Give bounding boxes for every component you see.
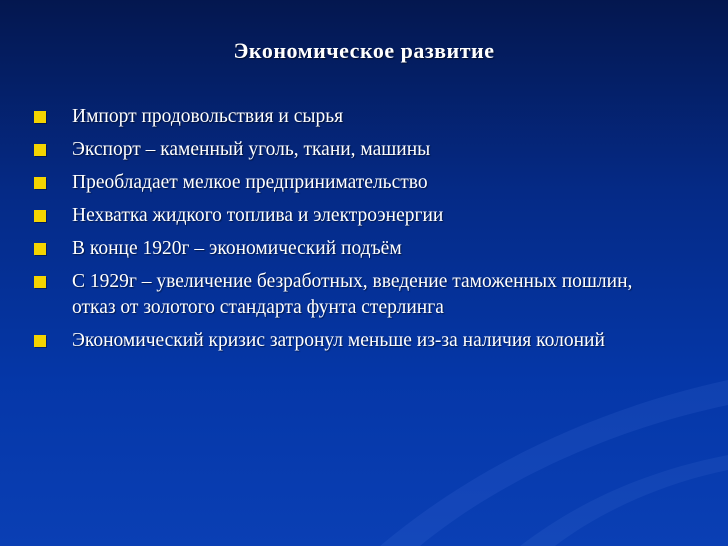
bullet-text: В конце 1920г – экономический подъём (72, 238, 402, 259)
bullet-item (34, 328, 674, 354)
bullet-item (34, 170, 674, 196)
bullet-text: Преобладает мелкое предпринимательство (72, 172, 428, 193)
square-bullet-icon (34, 144, 46, 156)
bullet-item (34, 236, 674, 262)
bullet-text: Нехватка жидкого топлива и электроэнергии (72, 205, 444, 226)
bullet-list (34, 104, 674, 361)
square-bullet-icon (34, 177, 46, 189)
bullet-text: Импорт продовольствия и сырья (72, 106, 344, 127)
bullet-text: Экономический кризис затронул меньше из-за наличия колоний (72, 329, 605, 351)
bullet-item (34, 203, 674, 229)
bullet-text: Экспорт – каменный уголь, ткани, машины (72, 139, 431, 160)
square-bullet-icon (34, 243, 46, 255)
bullet-item (34, 269, 674, 320)
bullet-item (34, 104, 674, 130)
square-bullet-icon (34, 335, 46, 347)
slide-title: Экономическое развитие (233, 38, 495, 63)
square-bullet-icon (34, 210, 46, 222)
bullet-text: С 1929г – увеличение безработных, введение таможенных пошлин, отказ от золотого стандарта фунта стерлинга (72, 271, 633, 318)
square-bullet-icon (34, 276, 46, 288)
square-bullet-icon (34, 111, 46, 123)
bullet-item (34, 137, 674, 163)
